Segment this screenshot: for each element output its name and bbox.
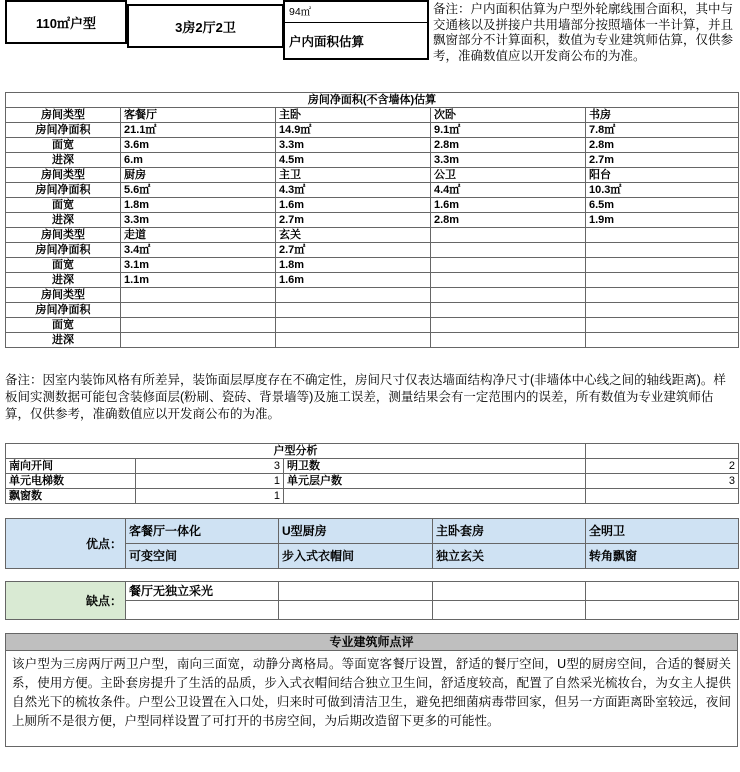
room-area-cell: 9.1㎡	[431, 123, 586, 138]
room-area-cell	[586, 303, 739, 318]
pros-row	[6, 519, 739, 544]
room-depth-cell	[586, 273, 739, 288]
room-width-cell: 3.1m	[121, 258, 276, 273]
review-text: 该户型为三房两厅两卫户型，南向三面宽，动静分离格局。等面宽客餐厅设置，舒适的餐厅空间，U型的厨房空间，合适的餐厨关系，使用方便。主卧套房提升了生活的品质，步入式衣帽间结合独立卫生间，舒适度较高，配置了自然采光梳妆台，为女主人提供自然光下的梳妆条件。户型公卫设置在入口处，归来时可做到清洁卫生，避免把细菌病毒带回家，但另一方面距离卧室较远，夜间上厕所不是很方便，户型同样设置了可打开的书房空间，为后期改造留下更多的可能性。	[5, 651, 738, 747]
pros-table	[5, 518, 739, 569]
cons-cell	[279, 582, 433, 601]
analysis-value: 3	[586, 474, 739, 489]
room-area-cell: 21.1㎡	[121, 123, 276, 138]
room-type-row	[6, 228, 739, 243]
row-label-width: 面宽	[6, 318, 121, 333]
room-width-row	[6, 258, 739, 273]
room-width-cell	[121, 318, 276, 333]
room-area-row	[6, 303, 739, 318]
row-label-room-type: 房间类型	[6, 288, 121, 303]
room-width-cell: 3.3m	[276, 138, 431, 153]
room-width-cell	[586, 258, 739, 273]
cons-label: 缺点：	[6, 582, 126, 620]
analysis-value: 1	[136, 489, 284, 504]
room-depth-cell	[431, 333, 586, 348]
pros-cell: 步入式衣帽间	[279, 544, 433, 569]
room-type-cell: 走道	[121, 228, 276, 243]
analysis-title: 户型分析	[6, 444, 586, 459]
analysis-value: 1	[136, 474, 284, 489]
room-area-row	[6, 123, 739, 138]
row-label-depth: 进深	[6, 333, 121, 348]
pros-cell: 主卧套房	[433, 519, 586, 544]
row-label-depth: 进深	[6, 273, 121, 288]
measurement-note: 备注：因室内装饰风格有所差异，装饰面层厚度存在不确定性，房间尺寸仅表达墙面结构净尺寸(非墙体中心线之间的轴线距离)。样板间实测数据可能包含装修面层(粉刷、瓷砖、背景墙等)及施工误差，测量结果会有一定范围内的误差，所有数值为专业建筑师估算，仅供参考，准确数值应以开发商公布的为准。	[5, 373, 726, 421]
cons-cell	[586, 582, 739, 601]
cons-cell	[126, 601, 279, 620]
room-type-cell	[431, 288, 586, 303]
room-width-cell	[431, 318, 586, 333]
room-type-cell: 客餐厅	[121, 108, 276, 123]
row-label-width: 面宽	[6, 258, 121, 273]
room-type-cell: 玄关	[276, 228, 431, 243]
room-type-row	[6, 288, 739, 303]
room-type-cell	[586, 228, 739, 243]
analysis-label: 单元电梯数	[6, 474, 136, 489]
analysis-row	[6, 474, 739, 489]
pros-cell: 客餐厅一体化	[126, 519, 279, 544]
room-type-cell: 阳台	[586, 168, 739, 183]
room-type-cell: 次卧	[431, 108, 586, 123]
room-width-cell	[586, 318, 739, 333]
room-area-cell: 14.9㎡	[276, 123, 431, 138]
pros-cell: 转角飘窗	[586, 544, 739, 569]
room-area-cell: 2.7㎡	[276, 243, 431, 258]
row-label-room-type: 房间类型	[6, 168, 121, 183]
room-layout-box	[127, 4, 284, 48]
room-area-cell	[586, 243, 739, 258]
room-depth-row	[6, 153, 739, 168]
empty-cell	[586, 489, 739, 504]
room-width-cell: 1.6m	[431, 198, 586, 213]
room-type-cell	[431, 228, 586, 243]
row-label-net-area: 房间净面积	[6, 243, 121, 258]
table-title-row	[6, 93, 739, 108]
room-depth-cell: 1.6m	[276, 273, 431, 288]
room-width-cell: 2.8m	[431, 138, 586, 153]
room-width-row	[6, 198, 739, 213]
row-label-depth: 进深	[6, 153, 121, 168]
row-label-depth: 进深	[6, 213, 121, 228]
room-area-cell	[431, 243, 586, 258]
room-type-cell: 书房	[586, 108, 739, 123]
room-type-cell	[121, 288, 276, 303]
room-type-cell: 主卫	[276, 168, 431, 183]
unit-area-label: 110㎡户型	[36, 15, 96, 31]
unit-area-box	[5, 0, 127, 44]
analysis-label: 南向开间	[6, 459, 136, 474]
header-section	[5, 0, 738, 92]
room-depth-cell: 2.7m	[276, 213, 431, 228]
empty-cell	[586, 444, 739, 459]
room-area-cell: 10.3㎡	[586, 183, 739, 198]
room-width-cell	[431, 258, 586, 273]
empty-cell	[284, 489, 586, 504]
cons-cell: 餐厅无独立采光	[126, 582, 279, 601]
room-depth-cell	[586, 333, 739, 348]
pros-cell: 可变空间	[126, 544, 279, 569]
cons-cell	[433, 601, 586, 620]
pros-label: 优点：	[6, 519, 126, 569]
room-width-cell: 2.8m	[586, 138, 739, 153]
room-depth-cell: 2.8m	[431, 213, 586, 228]
row-label-room-type: 房间类型	[6, 108, 121, 123]
header-note: 备注：户内面积估算为户型外轮廓线围合面积，其中与交通核以及拼接户共用墙部分按照墙体一半计算，并且飘窗部分不计算面积，数值为专业建筑师估算，仅供参考，准确数值应以开发商公布的为准。	[433, 2, 734, 63]
room-type-row	[6, 108, 739, 123]
room-type-cell	[276, 288, 431, 303]
area-table-title: 房间净面积(不含墙体)估算	[6, 93, 739, 108]
room-depth-cell: 3.3m	[121, 213, 276, 228]
room-type-cell: 主卧	[276, 108, 431, 123]
analysis-label: 单元层户数	[284, 474, 586, 489]
analysis-row	[6, 459, 739, 474]
room-area-cell	[276, 303, 431, 318]
room-depth-row	[6, 273, 739, 288]
analysis-row	[6, 489, 739, 504]
room-area-row	[6, 243, 739, 258]
pros-cell: 全明卫	[586, 519, 739, 544]
row-label-width: 面宽	[6, 138, 121, 153]
review-title: 专业建筑师点评	[5, 633, 738, 651]
layout-analysis-table	[5, 443, 739, 504]
row-label-width: 面宽	[6, 198, 121, 213]
inner-area-box	[283, 0, 429, 60]
room-depth-row	[6, 213, 739, 228]
room-width-cell: 1.6m	[276, 198, 431, 213]
room-area-cell: 4.3㎡	[276, 183, 431, 198]
room-area-cell: 3.4㎡	[121, 243, 276, 258]
room-width-cell: 3.6m	[121, 138, 276, 153]
room-area-cell: 4.4㎡	[431, 183, 586, 198]
row-label-net-area: 房间净面积	[6, 123, 121, 138]
room-area-row	[6, 183, 739, 198]
room-width-cell: 6.5m	[586, 198, 739, 213]
room-depth-cell: 1.1m	[121, 273, 276, 288]
room-depth-cell	[276, 333, 431, 348]
inner-area-title: 户内面积估算	[289, 34, 365, 49]
analysis-label: 飘窗数	[6, 489, 136, 504]
room-depth-cell: 6.m	[121, 153, 276, 168]
room-area-table	[5, 92, 739, 348]
cons-table	[5, 581, 739, 620]
room-type-cell: 厨房	[121, 168, 276, 183]
analysis-value: 3	[136, 459, 284, 474]
cons-cell	[279, 601, 433, 620]
room-width-cell: 1.8m	[121, 198, 276, 213]
room-area-cell	[121, 303, 276, 318]
analysis-label: 明卫数	[284, 459, 586, 474]
room-depth-cell: 1.9m	[586, 213, 739, 228]
inner-area-value: 94㎡	[285, 2, 427, 23]
room-width-row	[6, 138, 739, 153]
room-depth-cell: 2.7m	[586, 153, 739, 168]
room-depth-cell: 4.5m	[276, 153, 431, 168]
room-type-cell: 公卫	[431, 168, 586, 183]
pros-cell: U型厨房	[279, 519, 433, 544]
row-label-net-area: 房间净面积	[6, 303, 121, 318]
room-type-cell	[586, 288, 739, 303]
cons-cell	[433, 582, 586, 601]
room-width-cell	[276, 318, 431, 333]
cons-cell	[586, 601, 739, 620]
row-label-room-type: 房间类型	[6, 228, 121, 243]
room-width-row	[6, 318, 739, 333]
room-width-cell: 1.8m	[276, 258, 431, 273]
room-area-cell	[431, 303, 586, 318]
row-label-net-area: 房间净面积	[6, 183, 121, 198]
room-depth-cell	[431, 273, 586, 288]
cons-row	[6, 582, 739, 601]
analysis-value: 2	[586, 459, 739, 474]
room-area-cell: 5.6㎡	[121, 183, 276, 198]
room-depth-cell: 3.3m	[431, 153, 586, 168]
room-depth-row	[6, 333, 739, 348]
room-area-cell: 7.8㎡	[586, 123, 739, 138]
room-depth-cell	[121, 333, 276, 348]
pros-cell: 独立玄关	[433, 544, 586, 569]
analysis-title-row	[6, 444, 739, 459]
room-type-row	[6, 168, 739, 183]
room-layout-label: 3房2厅2卫	[175, 19, 236, 35]
